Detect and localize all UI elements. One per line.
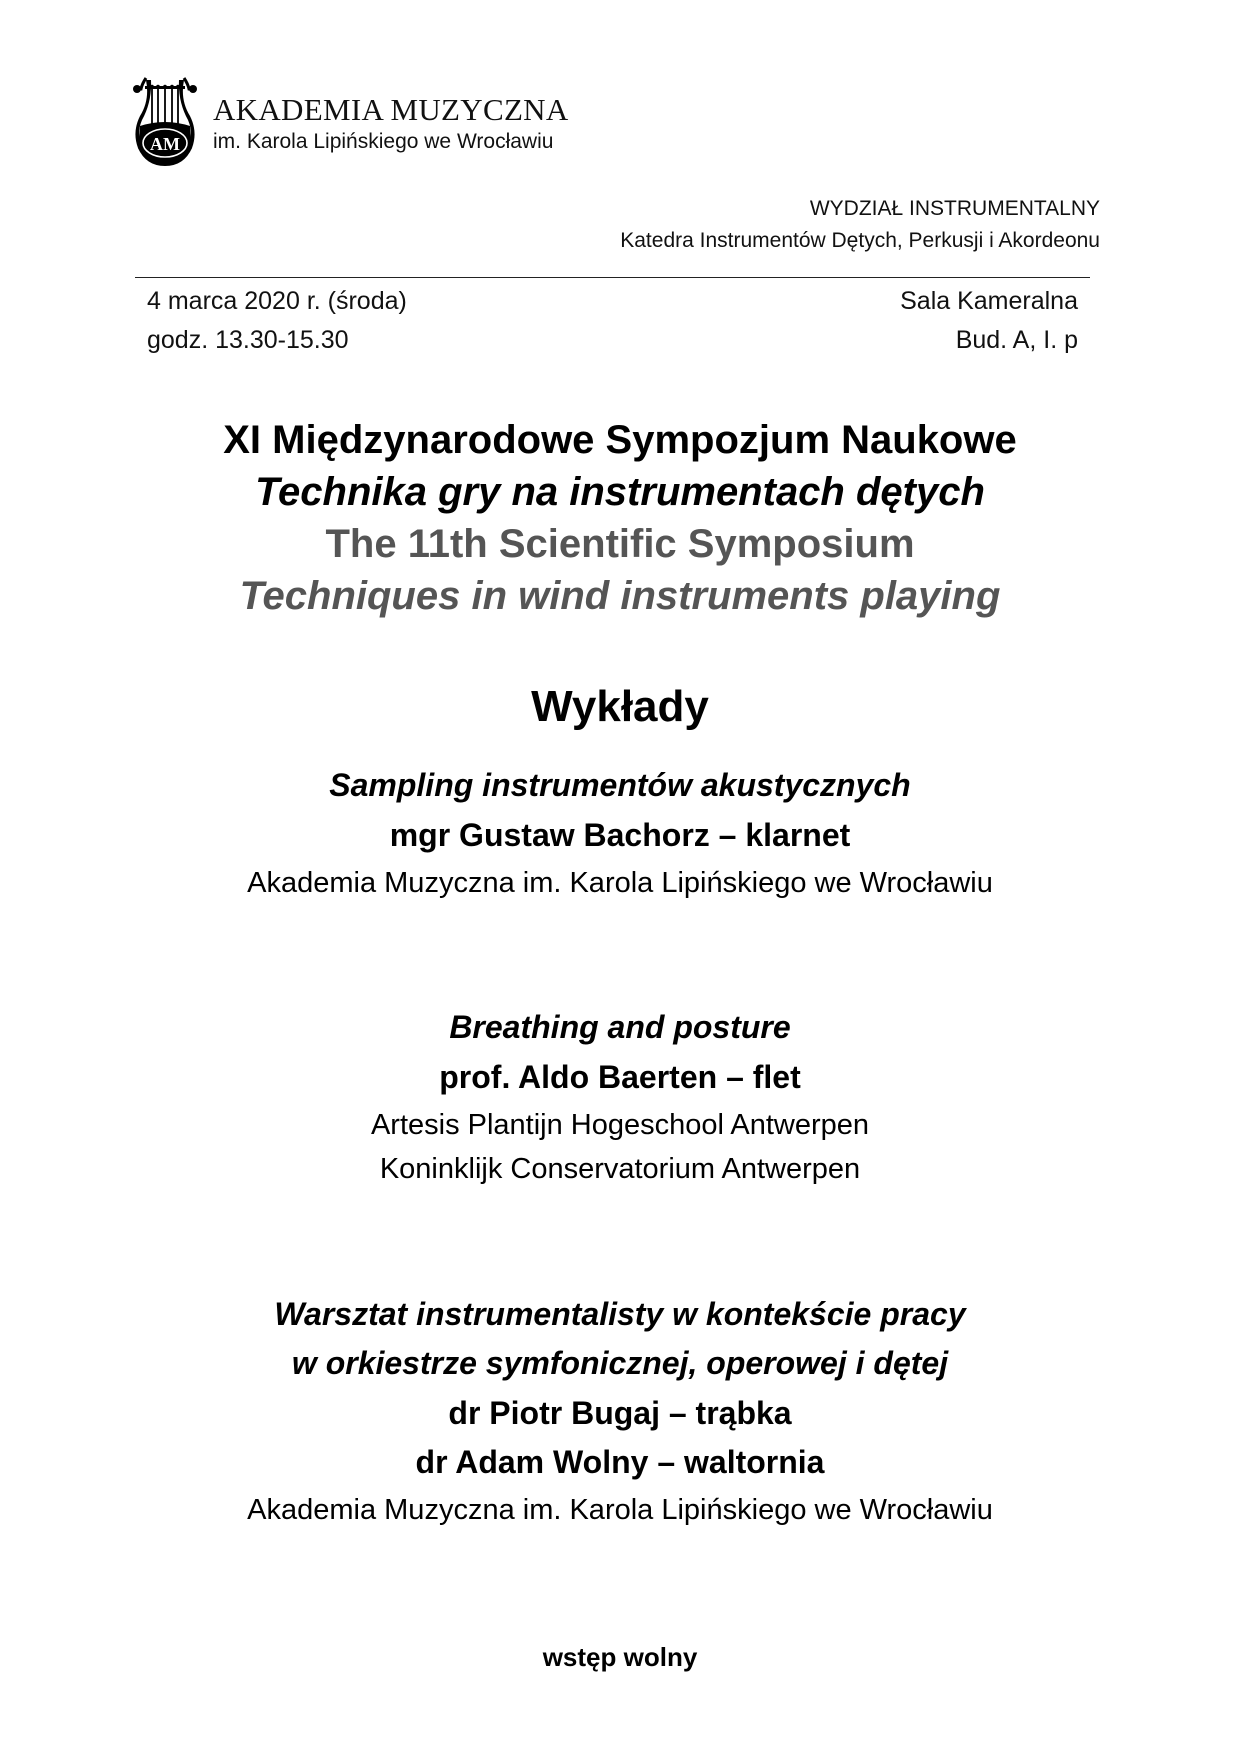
symposium-subtitle-pl: Technika gry na instrumentach dętych	[255, 470, 985, 514]
event-date: 4 marca 2020 r. (środa)	[147, 287, 407, 315]
lecture-3-title-line-1: Warsztat instrumentalisty w kontekście pracy	[274, 1296, 966, 1332]
event-building: Bud. A, I. p	[955, 326, 1078, 354]
lecture-3-speaker-1: dr Piotr Bugaj – trąbka	[448, 1395, 792, 1431]
lecture-1-title: Sampling instrumentów akustycznych	[329, 767, 911, 803]
lecture-3-affiliation: Akademia Muzyczna im. Karola Lipińskiego we Wrocławiu	[247, 1494, 993, 1526]
lecture-2-speaker: prof. Aldo Baerten – flet	[439, 1059, 801, 1095]
lecture-2-title: Breathing and posture	[449, 1009, 791, 1045]
symposium-title-pl: XI Międzynarodowe Sympozjum Naukowe	[223, 418, 1017, 462]
svg-text:AM: AM	[150, 134, 180, 154]
lecture-2-affiliation-1: Artesis Plantijn Hogeschool Antwerpen	[370, 1109, 870, 1141]
institution-subtitle: im. Karola Lipińskiego we Wrocławiu	[213, 130, 554, 153]
institution-name: AKADEMIA MUZYCZNA	[213, 92, 569, 127]
admission-note: wstęp wolny	[542, 1642, 698, 1672]
lecture-2-affiliation-2: Koninklijk Conservatorium Antwerpen	[379, 1153, 861, 1185]
lyre-logo-icon	[132, 76, 198, 168]
section-heading-lectures: Wykłady	[531, 682, 709, 731]
symposium-subtitle-en: Techniques in wind instruments playing	[239, 574, 1001, 618]
department-name: Katedra Instrumentów Dętych, Perkusji i Akordeonu	[620, 229, 1100, 252]
faculty-name: WYDZIAŁ INSTRUMENTALNY	[809, 197, 1100, 220]
symposium-title-en: The 11th Scientific Symposium	[325, 522, 915, 566]
event-venue: Sala Kameralna	[900, 287, 1078, 315]
lecture-3-title-line-2: w orkiestrze symfonicznej, operowej i dętej	[291, 1345, 949, 1381]
event-time: godz. 13.30-15.30	[147, 326, 349, 354]
lecture-3-speaker-2: dr Adam Wolny – waltornia	[415, 1444, 825, 1480]
header-divider	[135, 277, 1090, 278]
lecture-1-affiliation: Akademia Muzyczna im. Karola Lipińskiego we Wrocławiu	[247, 867, 993, 899]
lecture-1-speaker: mgr Gustaw Bachorz – klarnet	[389, 817, 851, 853]
